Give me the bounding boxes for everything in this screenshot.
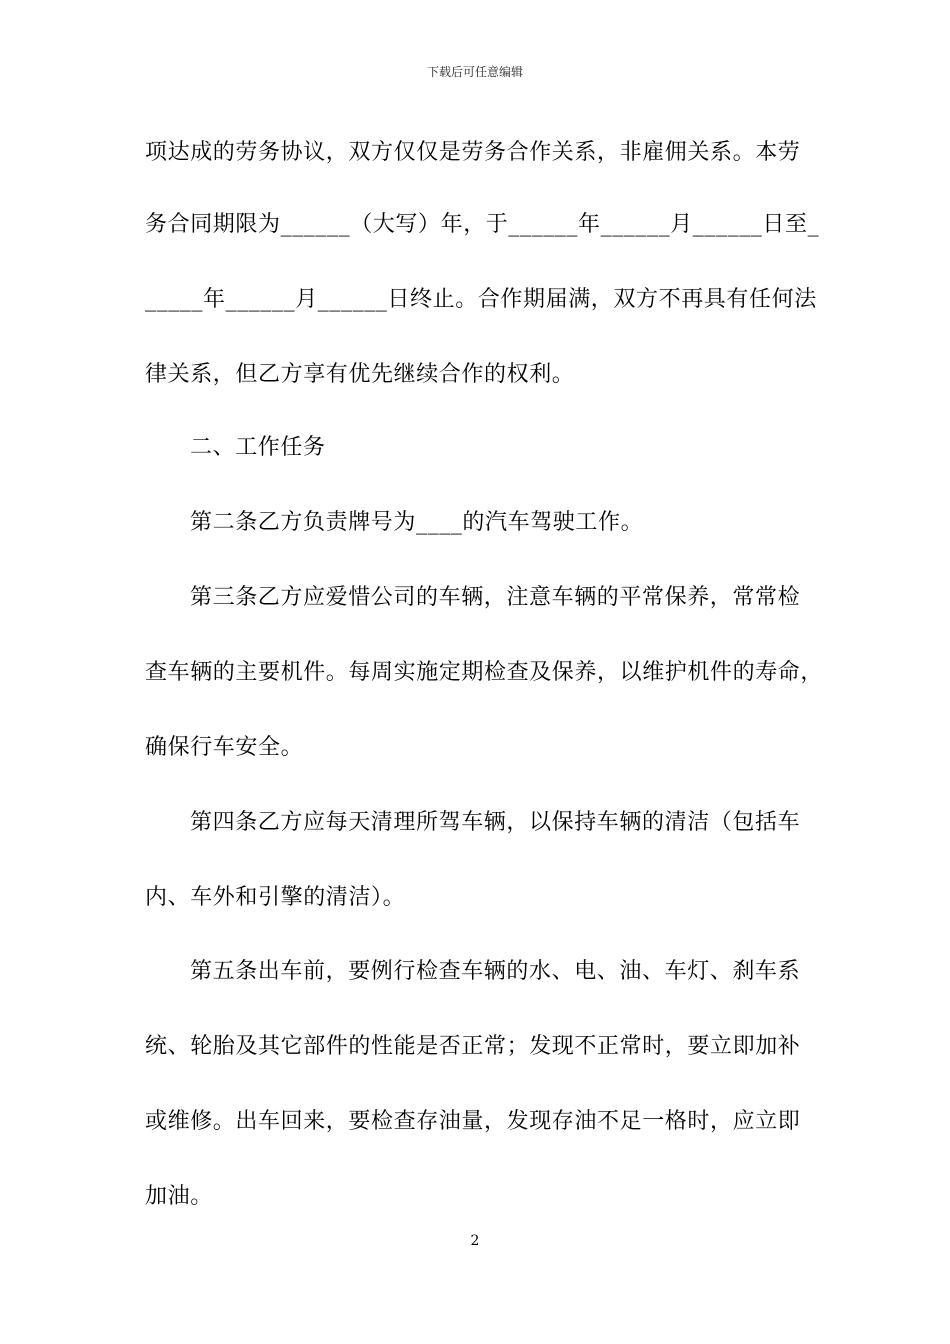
text-line: 内、车外和引擎的清洁）。 — [145, 885, 406, 910]
text-line: 或维修。出车回来，要检查存油量，发现存油不足一格时，应立即 — [145, 1109, 801, 1134]
text-line: 第三条乙方应爱惜公司的车辆，注意车辆的平常保养，常常检 — [190, 585, 801, 610]
text-line: 加油。 — [145, 1184, 213, 1209]
text-line: 务合同期限为______（大写）年，于______年______月______日至_ — [145, 212, 820, 237]
text-line: 第四条乙方应每天清理所驾车辆，以保持车辆的清洁（包括车 — [190, 810, 801, 835]
page-header: 下载后可任意编辑 — [426, 65, 523, 79]
text-line: 统、轮胎及其它部件的性能是否正常；发现不正常时，要立即加补 — [145, 1034, 801, 1059]
section-heading: 二、工作任务 — [190, 435, 326, 460]
text-line: 项达成的劳务协议，双方仅仅是劳务合作关系，非雇佣关系。本劳 — [145, 140, 801, 165]
text-line: _____年______月______日终止。合作期届满，双方不再具有任何法 — [145, 287, 817, 312]
text-line: 律关系，但乙方享有优先继续合作的权利。 — [145, 362, 575, 387]
page-number: 2 — [470, 1233, 480, 1249]
text-line: 确保行车安全。 — [145, 735, 304, 760]
text-line: 第二条乙方负责牌号为____的汽车驾驶工作。 — [190, 510, 644, 535]
text-line: 第五条出车前，要例行检查车辆的水、电、油、车灯、刹车系 — [190, 959, 801, 984]
text-line: 查车辆的主要机件。每周实施定期检查及保养，以维护机件的寿命， — [145, 660, 824, 685]
